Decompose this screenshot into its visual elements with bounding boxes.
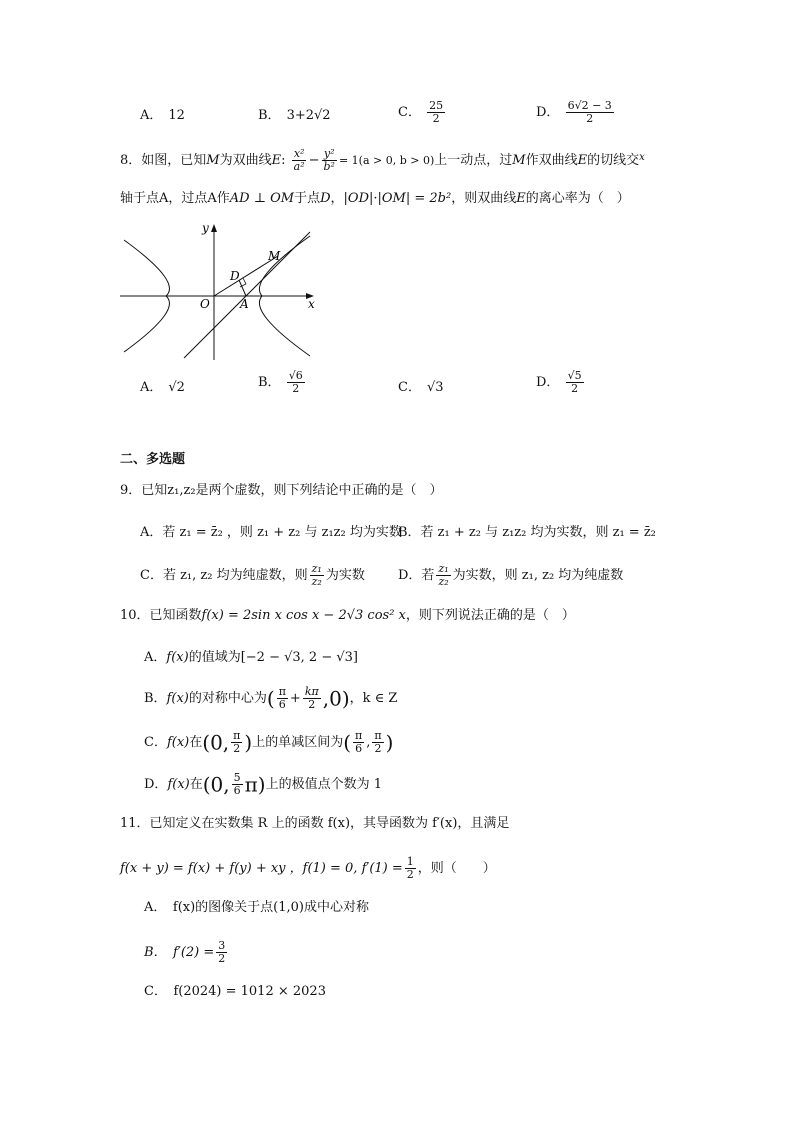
q10-fraction bbox=[231, 730, 242, 755]
q8-minus: − bbox=[308, 153, 320, 168]
q10-text: 的对称中心为 bbox=[188, 691, 267, 706]
frac-denominator: 2 bbox=[432, 112, 440, 125]
q10-option-a bbox=[144, 648, 358, 668]
plus: + bbox=[289, 691, 301, 706]
q8-text: ， bbox=[330, 191, 344, 206]
option-value: 12 bbox=[168, 108, 185, 123]
hyperbola-figure bbox=[118, 222, 318, 362]
q9-text: 为实数 bbox=[325, 568, 365, 583]
frac-denominator: 2 bbox=[571, 382, 579, 395]
q9-option-c bbox=[140, 563, 365, 588]
frac-denominator: 2 bbox=[406, 868, 414, 881]
frac-numerator: z₁ bbox=[438, 562, 449, 575]
q8-point-m: M bbox=[206, 153, 220, 168]
q8-option-b bbox=[258, 370, 307, 395]
q11-option-c: C． f(2024) = 1012 × 2023 bbox=[144, 984, 326, 999]
q8-stem-line1 bbox=[120, 148, 645, 173]
q8-stem-line2 bbox=[120, 189, 630, 209]
q10-text: 在 bbox=[189, 735, 203, 750]
frac-denominator: z₂ bbox=[438, 575, 449, 588]
q10-option-d bbox=[144, 772, 382, 797]
q8-axis-x: x bbox=[639, 152, 645, 163]
frac-denominator: 2 bbox=[308, 698, 316, 711]
q10-text: ，k ∈ Z bbox=[349, 691, 398, 706]
label-o: O bbox=[200, 297, 210, 311]
q11-fraction bbox=[405, 856, 416, 881]
frac-numerator: 25 bbox=[429, 99, 444, 112]
q8-perp: AD ⊥ OM bbox=[229, 191, 295, 206]
q8-text: 为双曲线 bbox=[219, 153, 272, 168]
q8-text: 8．如图，已知 bbox=[120, 153, 207, 168]
q8-text: ，则双曲线 bbox=[451, 191, 517, 206]
q7-option-a bbox=[140, 106, 185, 126]
option-fraction bbox=[566, 100, 614, 125]
q8-curve-e: E bbox=[577, 153, 588, 168]
label-d: D bbox=[230, 269, 240, 283]
q9-text: C．若 z₁, z₂ 均为纯虚数，则 bbox=[140, 568, 308, 583]
q11-stem: 11．已知定义在实数集 R 上的函数 f(x)，其导函数为 f′(x)，且满足 bbox=[120, 816, 510, 831]
q8-option-d bbox=[536, 370, 586, 395]
q10-option-b bbox=[144, 686, 397, 711]
q8-text: 的离心率为（ ） bbox=[525, 191, 630, 206]
frac-denominator: 2 bbox=[218, 952, 226, 965]
q10-function: f(x) bbox=[167, 777, 190, 792]
paren: ( bbox=[266, 686, 275, 711]
y-axis-arrow bbox=[211, 224, 217, 232]
frac-denominator: 2 bbox=[233, 742, 241, 755]
q11-option-a: A． f(x)的图像关于点(1,0)成中心对称 bbox=[144, 900, 369, 915]
option-value: 3+2√2 bbox=[286, 108, 331, 123]
q8-text: : bbox=[281, 153, 286, 168]
paren: π) bbox=[244, 772, 266, 797]
q9-fraction bbox=[310, 563, 324, 588]
frac-denominator: 2 bbox=[292, 382, 300, 395]
q9-option-d bbox=[398, 563, 623, 588]
label-x: x bbox=[308, 297, 315, 311]
option-label: C． bbox=[144, 735, 167, 750]
option-label: A． bbox=[140, 380, 163, 395]
q10-function: f(x) bbox=[166, 650, 189, 665]
q8-option-c bbox=[398, 378, 444, 398]
q10-text: 在 bbox=[189, 777, 203, 792]
q8-condition: |OD|·|OM| = 2b² bbox=[343, 191, 452, 206]
frac-numerator: x² bbox=[293, 147, 305, 160]
q10-fraction bbox=[353, 730, 364, 755]
frac-numerator: kπ bbox=[304, 685, 319, 698]
q10-text: 上的单减区间为 bbox=[252, 735, 344, 750]
q9-option-a: A．若 z₁ = z̄₂ ，则 z₁ + z₂ 与 z₁z₂ 均为实数 bbox=[140, 525, 402, 540]
paren: (0, bbox=[202, 730, 230, 755]
paren: ( bbox=[343, 730, 352, 755]
option-value: √2 bbox=[168, 380, 185, 395]
q10-stem bbox=[120, 606, 575, 626]
q11-text: B． f′(2) = bbox=[144, 945, 215, 960]
q9-option-b: B．若 z₁ + z₂ 与 z₁z₂ 均为实数，则 z₁ = z̄₂ bbox=[398, 525, 656, 540]
frac-numerator: z₁ bbox=[311, 562, 322, 575]
q8-frac-x bbox=[292, 148, 307, 173]
q8-text: 上一动点，过 bbox=[434, 153, 513, 168]
option-fraction bbox=[427, 100, 445, 125]
q10-fraction bbox=[372, 730, 383, 755]
section-title: 二、多选题 bbox=[120, 452, 186, 467]
frac-numerator: π bbox=[278, 685, 286, 698]
q11-condition: f(x + y) = f(x) + f(y) + xy ，f(1) = 0, f′(1) = bbox=[120, 861, 403, 876]
paren: ,0) bbox=[322, 686, 350, 711]
q7-option-c bbox=[398, 100, 447, 125]
q10-fraction bbox=[277, 686, 288, 711]
frac-numerator: 5 bbox=[233, 771, 241, 784]
q9-text: D．若 bbox=[398, 568, 435, 583]
q8-text: 作双曲线 bbox=[525, 153, 578, 168]
option-label: B． bbox=[258, 375, 281, 390]
tangent-line bbox=[184, 232, 310, 358]
q10-function: f(x) bbox=[166, 735, 190, 750]
q9-text: 为实数，则 z₁, z₂ 均为纯虚数 bbox=[452, 568, 624, 583]
q8-text: 于点 bbox=[294, 191, 321, 206]
q8-option-a bbox=[140, 378, 185, 398]
frac-numerator: 3 bbox=[218, 939, 226, 952]
comma: , bbox=[366, 735, 371, 750]
q8-curve-e: E bbox=[516, 191, 526, 206]
frac-numerator: 6√2 − 3 bbox=[567, 99, 612, 112]
option-label: A． bbox=[144, 650, 167, 665]
option-value: √3 bbox=[426, 380, 444, 395]
label-a: A bbox=[240, 297, 249, 311]
q10-function: f(x) bbox=[166, 691, 189, 706]
q11-fraction bbox=[216, 940, 227, 965]
q8-text: 的切线交 bbox=[587, 153, 640, 168]
frac-numerator: y² bbox=[323, 147, 335, 160]
frac-numerator: √6 bbox=[288, 369, 303, 382]
q10-text: 的值域为 bbox=[188, 650, 241, 665]
frac-numerator: 1 bbox=[406, 855, 414, 868]
option-label: B． bbox=[144, 691, 167, 706]
q8-point-m: M bbox=[512, 153, 526, 168]
frac-denominator: 6 bbox=[233, 784, 241, 797]
q11-text: ，则（ ） bbox=[417, 861, 496, 876]
q7-option-b bbox=[258, 106, 331, 126]
option-fraction bbox=[287, 370, 305, 395]
frac-denominator: b² bbox=[323, 160, 335, 173]
q10-text: 10．已知函数 bbox=[120, 608, 202, 623]
option-label: D． bbox=[536, 375, 560, 390]
q7-option-d bbox=[536, 100, 616, 125]
q9-stem: 9．已知z₁,z₂是两个虚数，则下列结论中正确的是（ ） bbox=[120, 483, 443, 498]
q11-option-b bbox=[144, 940, 229, 965]
q10-option-c bbox=[144, 730, 393, 755]
frac-denominator: 2 bbox=[374, 742, 382, 755]
frac-numerator: π bbox=[355, 729, 363, 742]
q10-range: [−2 − √3, 2 − √3] bbox=[240, 650, 358, 665]
q8-point-d: D bbox=[320, 191, 331, 206]
q11-stem-line2 bbox=[120, 856, 496, 881]
frac-numerator: √5 bbox=[567, 369, 582, 382]
option-label: B． bbox=[258, 108, 281, 123]
option-label: C． bbox=[398, 105, 421, 120]
q10-fraction bbox=[303, 686, 321, 711]
frac-numerator: π bbox=[374, 729, 382, 742]
q10-text: 上的极值点个数为 1 bbox=[265, 777, 382, 792]
q10-function: f(x) = 2sin x cos x − 2√3 cos² x bbox=[201, 608, 406, 623]
q8-curve-e: E bbox=[271, 153, 282, 168]
label-m: M bbox=[268, 249, 281, 263]
frac-denominator: 6 bbox=[355, 742, 363, 755]
paren: ) bbox=[244, 730, 253, 755]
q8-condition: = 1(a > 0, b > 0) bbox=[338, 154, 435, 167]
q10-text: ，则下列说法正确的是（ ） bbox=[405, 608, 575, 623]
paren: (0, bbox=[202, 772, 230, 797]
label-y: y bbox=[202, 222, 209, 235]
frac-denominator: 2 bbox=[586, 112, 594, 125]
q9-fraction bbox=[436, 563, 450, 588]
option-fraction bbox=[566, 370, 584, 395]
frac-denominator: a² bbox=[293, 160, 305, 173]
frac-numerator: π bbox=[233, 729, 241, 742]
q10-fraction bbox=[232, 772, 243, 797]
paren: ) bbox=[385, 730, 394, 755]
q8-frac-y bbox=[322, 148, 337, 173]
frac-denominator: 6 bbox=[278, 698, 286, 711]
option-label: C． bbox=[398, 380, 421, 395]
option-label: D． bbox=[536, 105, 560, 120]
q8-text: 轴于点A，过点A作 bbox=[120, 191, 230, 206]
frac-denominator: z₂ bbox=[311, 575, 322, 588]
option-label: A． bbox=[140, 108, 163, 123]
option-label: D． bbox=[144, 777, 168, 792]
